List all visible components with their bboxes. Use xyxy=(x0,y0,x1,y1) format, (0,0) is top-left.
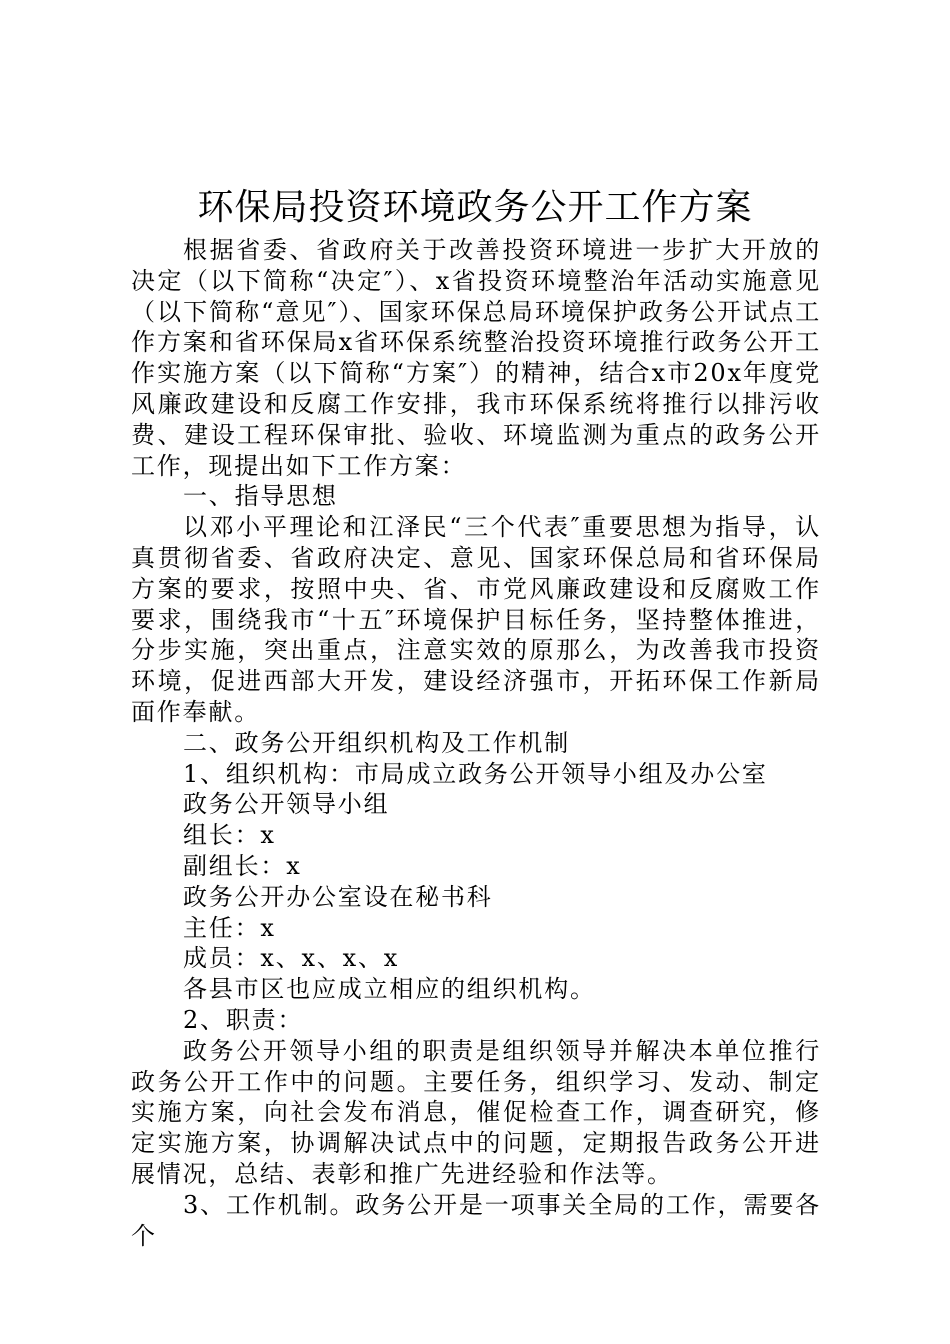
members-line: 成员：x、x、x、x xyxy=(183,944,400,973)
document-body xyxy=(131,235,821,1251)
work-mechanism-paragraph: 3、工作机制。政务公开是一项事关全局的工作，需要各个 xyxy=(131,1190,821,1250)
group-leader-line: 组长：x xyxy=(183,821,276,850)
leading-group-heading: 政务公开领导小组 xyxy=(183,790,390,819)
county-organization-line: 各县市区也应成立相应的组织机构。 xyxy=(183,975,596,1004)
director-line: 主任：x xyxy=(183,913,276,942)
intro-paragraph: 根据省委、省政府关于改善投资环境进一步扩大开放的决定（以下简称“决定″）、x省投资环境整治年活动实施意见（以下简称“意见″）、国家环保总局环境保护政务公开试点工作方案和省环保局x省环保系统整治投资环境推行政务公开工作实施方案（以下简称“方案″）的精神，结合x市20x年度党风廉政建设和反腐工作安排，我市环保系统将推行以排污收费、建设工程环保审批、验收、环境监测为重点的政务公开工作，现提出如下工作方案： xyxy=(131,236,821,480)
office-location-line: 政务公开办公室设在秘书科 xyxy=(183,882,493,911)
duties-heading: 2、职责： xyxy=(183,1005,304,1034)
guiding-ideology-paragraph: 以邓小平理论和江泽民“三个代表″重要思想为指导，认真贯彻省委、省政府决定、意见、国家环保总局和省环保局方案的要求，按照中央、省、市党风廉政建设和反腐败工作要求，围绕我市“十五″环境保护目标任务，坚持整体推进，分步实施，突出重点，注意实效的原那么，为改善我市投资环境，促进西部大开发，建设经济强市，开拓环保工作新局面作奉献。 xyxy=(131,513,821,726)
section-heading-organization: 二、政务公开组织机构及工作机制 xyxy=(183,728,570,757)
document-title: 环保局投资环境政务公开工作方案 xyxy=(197,187,753,228)
duties-paragraph: 政务公开领导小组的职责是组织领导并解决本单位推行政务公开工作中的问题。主要任务，组织学习、发动、制定实施方案，向社会发布消息，催促检查工作，调查研究，修定实施方案，协调解决试点中的问题，定期报告政务公开进展情况，总结、表彰和推广先进经验和作法等。 xyxy=(131,1036,821,1188)
deputy-leader-line: 副组长：x xyxy=(183,851,302,880)
section-heading-guiding-ideology: 一、指导思想 xyxy=(183,482,338,511)
organization-item: 1、组织机构：市局成立政务公开领导小组及办公室 xyxy=(183,759,768,788)
